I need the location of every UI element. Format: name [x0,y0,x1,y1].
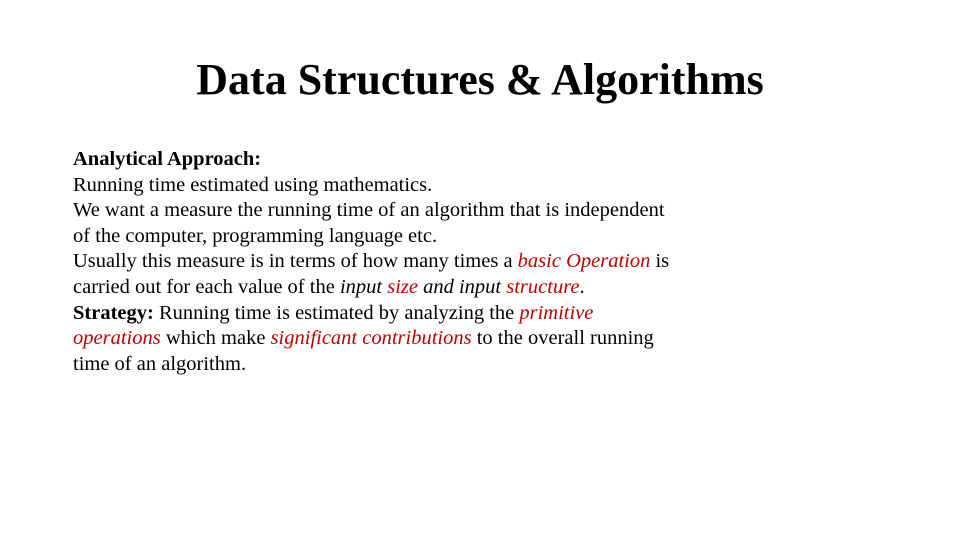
text-segment: . [579,275,585,298]
highlight-size: size [382,275,418,298]
text-segment: which make [160,327,271,350]
body-line [73,301,793,327]
text-segment: Usually this measure is in terms of how many times a [73,250,518,273]
text-segment: carried out for each value of the [73,275,340,298]
highlight-structure: structure [501,275,580,298]
body-line [73,326,793,352]
text-segment: Running time is estimated by analyzing the [153,301,520,324]
body-line [73,249,793,275]
italic-input: input [339,275,383,298]
body-line: time of an algorithm. [73,352,247,375]
slide-body [73,147,793,377]
body-line: of the computer, programming language etc. [73,224,438,247]
body-line: Running time estimated using mathematics. [73,173,433,196]
body-line [73,275,793,301]
text-segment: is [650,250,670,273]
section-heading: Analytical Approach: [73,148,262,170]
highlight-significant-contributions: significant contributions [270,327,472,350]
slide-title: Data Structures & Algorithms [196,55,764,104]
strategy-label: Strategy: [73,301,154,324]
text-segment: to the overall running [471,327,654,350]
body-line: We want a measure the running time of an algorithm that is independent [73,199,665,222]
highlight-primitive: primitive [519,301,594,324]
highlight-basic-operation: basic Operation [517,250,651,273]
highlight-operations: operations [73,327,161,350]
italic-and-input: and input [417,275,502,298]
